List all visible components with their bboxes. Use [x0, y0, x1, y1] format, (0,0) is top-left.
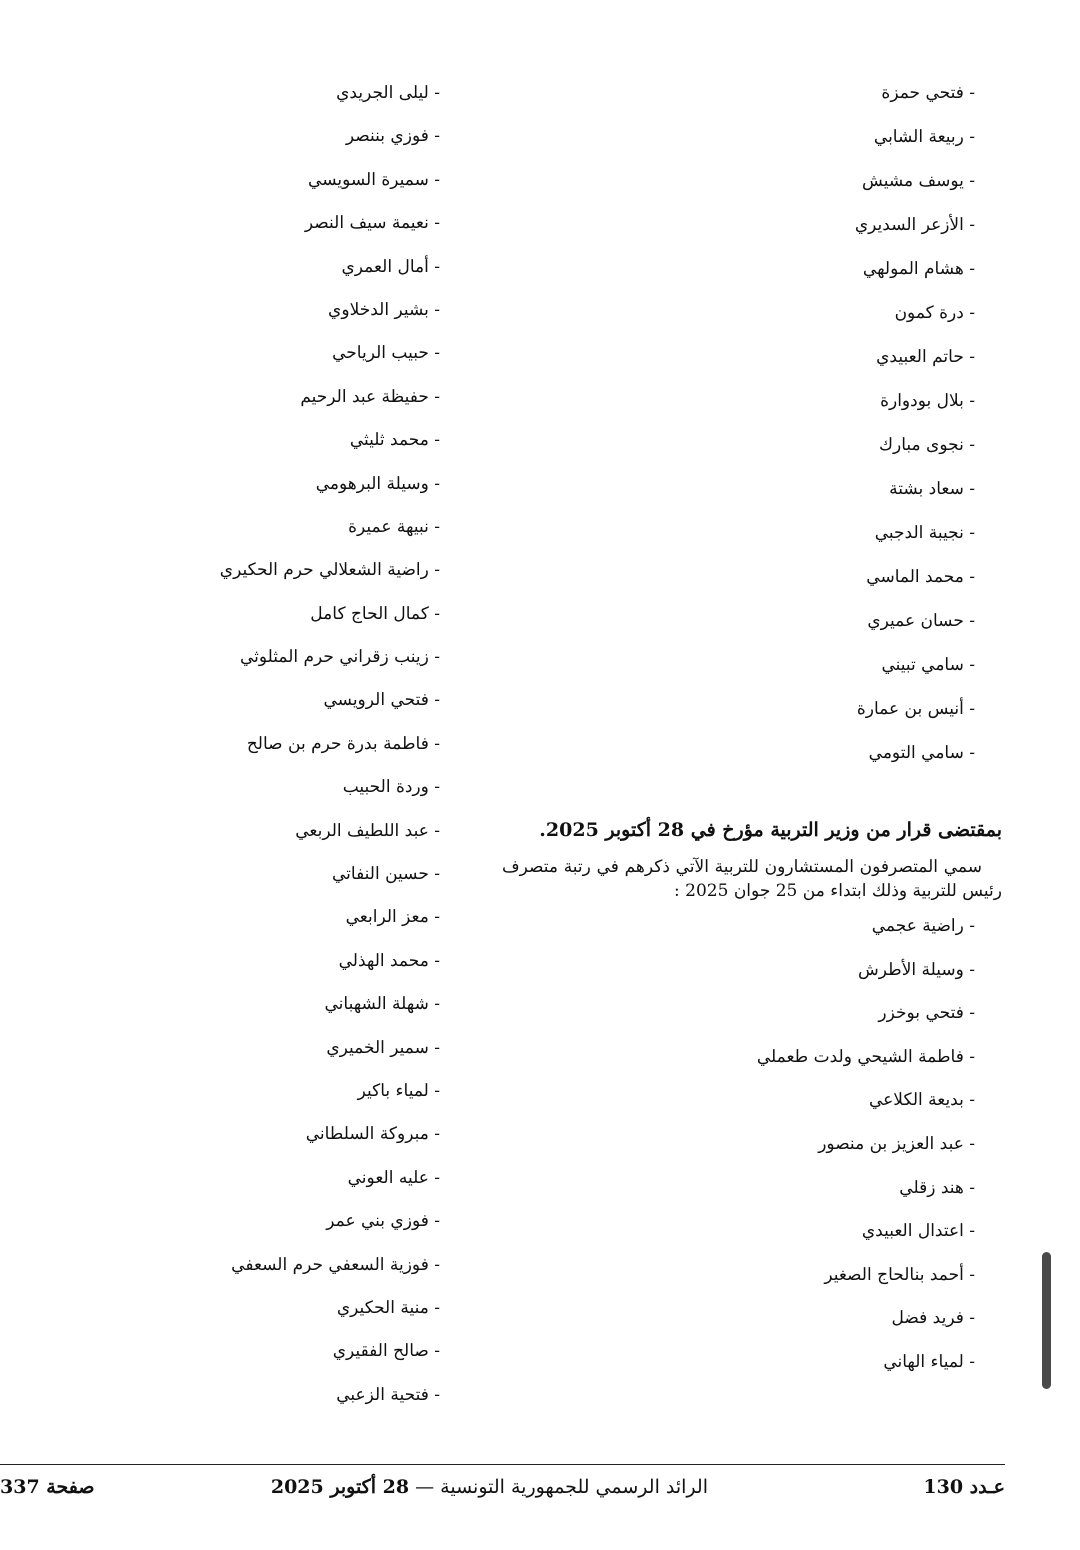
decree-section: [502, 815, 1002, 1391]
decree-heading: بمقتضى قرار من وزير التربية مؤرخ في 28 أكتوبر 2025.: [539, 819, 1002, 841]
list-item: - سامي التومي: [868, 743, 975, 763]
masthead-title: الرائد الرسمي للجمهورية التونسية —: [409, 1476, 708, 1498]
journal-masthead: [271, 1476, 708, 1498]
list-item: - بشير الدخلاوي: [328, 299, 440, 320]
list-item: - فتحية الزعبي: [336, 1384, 440, 1405]
left-column: [20, 78, 440, 1423]
list-item: - سمير الخميري: [326, 1037, 440, 1058]
list-item: - حبيب الرياحي: [332, 343, 440, 364]
list-item: - فوزي بني عمر: [326, 1211, 440, 1232]
list-item: - منية الحكيري: [336, 1297, 440, 1318]
list-item: - أحمد بنالحاج الصغير: [824, 1264, 975, 1285]
scrollbar-thumb[interactable]: [1042, 1252, 1051, 1389]
list-item: - محمد ثليثي: [349, 430, 440, 451]
list-item: - عبد اللطيف الربعي: [295, 820, 440, 841]
right-name-list: [495, 78, 975, 782]
list-item: - نجوى مبارك: [879, 435, 975, 455]
list-item: - وردة الحبيب: [342, 777, 440, 798]
list-item: - هشام المولهي: [862, 259, 975, 279]
list-item: - ربيعة الشابي: [873, 127, 975, 147]
list-item: - شهلة الشهباني: [324, 994, 440, 1015]
footer-rule: [0, 1464, 1005, 1465]
list-item: - محمد الهذلي: [338, 950, 440, 971]
list-item: - هند زقلي: [899, 1177, 975, 1198]
list-item: - أمال العمري: [341, 256, 440, 277]
page-number: صفحة 337: [0, 1476, 95, 1498]
list-item: - حاتم العبيدي: [876, 347, 975, 367]
list-item: - اعتدال العبيدي: [861, 1221, 975, 1242]
list-item: - بلال بودوارة: [880, 391, 975, 411]
list-item: - راضية عجمي: [871, 916, 975, 936]
list-item: - محمد الماسي: [866, 567, 975, 587]
list-item: - فوزية السعفي حرم السعفي: [231, 1254, 440, 1275]
list-item: - فتحي حمزة: [881, 83, 975, 103]
list-item: - فاطمة بدرة حرم بن صالح: [246, 733, 440, 754]
list-item: - فتحي بوخزر: [878, 1003, 975, 1024]
list-item: - فتحي الرويسي: [323, 690, 440, 711]
list-item: - يوسف مشيش: [862, 171, 975, 191]
list-item: - أنيس بن عمارة: [856, 699, 975, 719]
list-item: - معز الرابعي: [345, 907, 440, 928]
list-item: - فوزي بننصر: [345, 126, 440, 147]
list-item: - لمياء الهاني: [883, 1351, 975, 1372]
list-item: - لمياء باكير: [357, 1080, 440, 1101]
list-item: - نجيبة الدجبي: [874, 523, 975, 543]
list-item: - وسيلة البرهومي: [315, 473, 440, 494]
left-name-list: [20, 78, 440, 1423]
list-item: - نبيهة عميرة: [348, 516, 440, 537]
list-item: - درة كمون: [894, 303, 975, 323]
list-item: - حسان عميري: [867, 611, 975, 631]
list-item: - مبروكة السلطاني: [305, 1124, 440, 1145]
list-item: - زينب زقراني حرم المثلوثي: [239, 647, 440, 668]
issue-number: عـدد 130: [923, 1476, 1005, 1498]
list-item: - عبد العزيز بن منصور: [818, 1133, 975, 1154]
list-item: - ليلى الجريدي: [336, 83, 440, 103]
right-column: [495, 78, 975, 782]
list-item: - راضية الشعلالي حرم الحكيري: [219, 560, 440, 581]
decree-name-list: [502, 911, 975, 1391]
list-item: - عليه العوني: [347, 1167, 440, 1188]
list-item: - فريد فضل: [891, 1308, 975, 1329]
list-item: - حفيظة عبد الرحيم: [300, 386, 440, 407]
list-item: - وسيلة الأطرش: [858, 959, 975, 980]
list-item: - سميرة السويسي: [308, 169, 440, 190]
list-item: - بديعة الكلاعي: [868, 1090, 975, 1111]
list-item: - صالح الفقيري: [332, 1341, 440, 1362]
list-item: - كمال الحاج كامل: [310, 603, 440, 624]
masthead-date: 28 أكتوبر 2025: [270, 1476, 410, 1498]
list-item: - حسين النفاتي: [331, 864, 440, 885]
list-item: - الأزعر السديري: [854, 215, 975, 235]
list-item: - فاطمة الشيحي ولدت طعملي: [756, 1046, 975, 1067]
list-item: - نعيمة سيف النصر: [304, 213, 440, 234]
list-item: - سامي تبيني: [881, 655, 975, 675]
page-footer: [0, 1476, 1005, 1510]
decree-body: سمي المتصرفون المستشارون للتربية الآتي ذكرهم في رتبة متصرف رئيس للتربية وذلك ابتداء من 25 جوان 2025 :: [502, 857, 1002, 901]
list-item: - سعاد بشتة: [889, 479, 975, 499]
